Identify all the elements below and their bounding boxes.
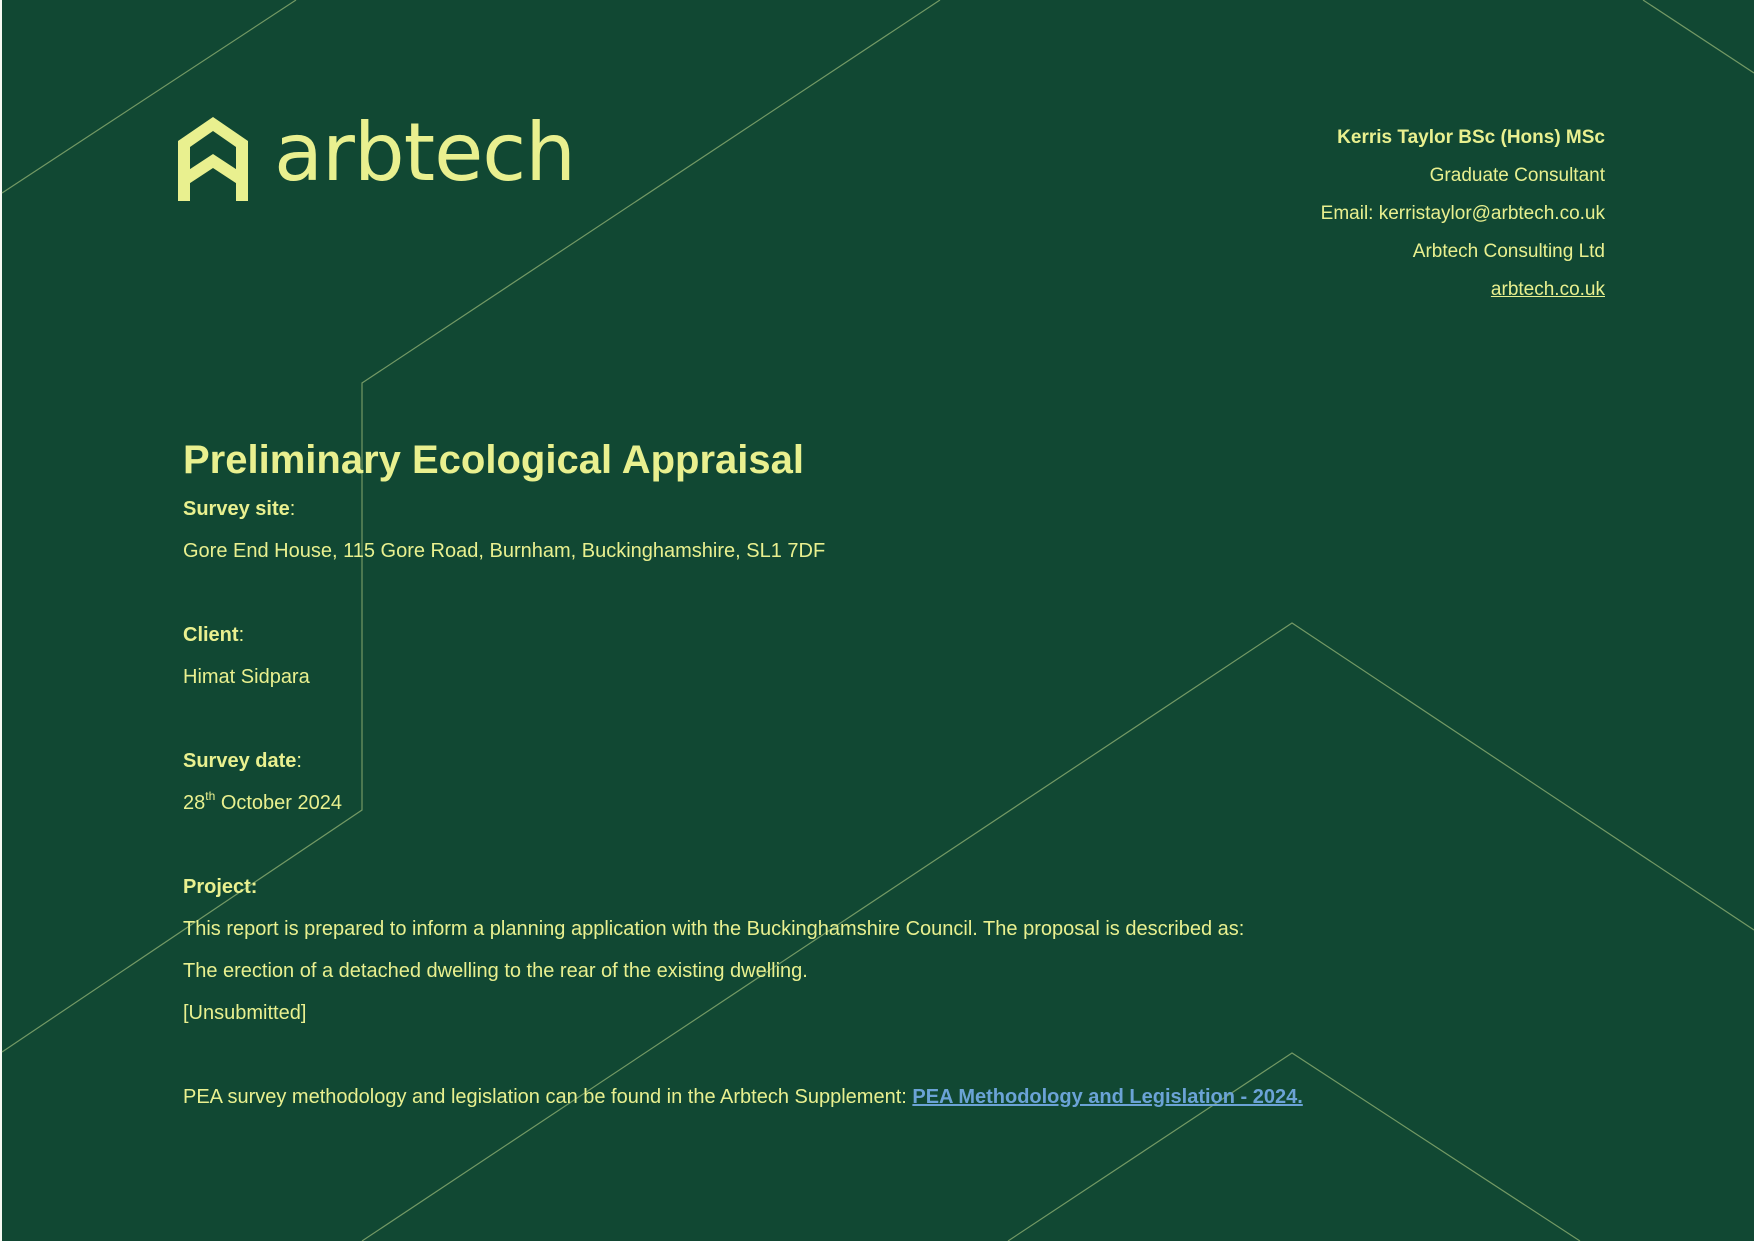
survey-date-colon: : bbox=[296, 750, 302, 772]
consultant-name: Kerris Taylor BSc (Hons) MSc bbox=[1337, 127, 1605, 148]
supplement-link[interactable]: PEA Methodology and Legislation - 2024. bbox=[912, 1086, 1303, 1108]
company-name: Arbtech Consulting Ltd bbox=[1412, 241, 1605, 262]
supplement-note bbox=[183, 1076, 1543, 1118]
company-website-link[interactable]: arbtech.co.uk bbox=[1490, 279, 1605, 300]
survey-site-colon: : bbox=[289, 498, 296, 520]
logo-wordmark: arbtech bbox=[274, 106, 575, 199]
client-label: Client bbox=[183, 624, 239, 646]
project-description: The erection of a detached dwelling to the rear of the existing dwelling. bbox=[183, 960, 808, 982]
supplement-text: PEA survey methodology and legislation can be found in the Arbtech Supplement: bbox=[183, 1086, 913, 1108]
arbtech-logo bbox=[178, 106, 575, 201]
consultant-contact-block bbox=[1321, 119, 1605, 309]
survey-date-value bbox=[183, 782, 1543, 824]
consultant-email[interactable]: Email: kerristaylor@arbtech.co.uk bbox=[1320, 203, 1605, 224]
report-title: Preliminary Ecological Appraisal bbox=[183, 438, 804, 482]
survey-date-ordinal: th bbox=[205, 789, 216, 803]
survey-date-month-year: October 2024 bbox=[215, 792, 343, 814]
client-colon: : bbox=[238, 624, 245, 646]
survey-site-label: Survey site bbox=[183, 498, 290, 520]
project-label: Project: bbox=[183, 876, 258, 898]
survey-site-heading bbox=[183, 488, 1543, 530]
client-value: Himat Sidpara bbox=[183, 666, 310, 688]
survey-site-value: Gore End House, 115 Gore Road, Burnham, Buckinghamshire, SL1 7DF bbox=[183, 540, 826, 562]
project-intro: This report is prepared to inform a planning application with the Buckinghamshire Council. The proposal is described as: bbox=[183, 918, 1245, 940]
client-heading bbox=[183, 614, 1543, 656]
survey-date-heading bbox=[183, 740, 1543, 782]
report-details bbox=[183, 432, 1543, 1118]
project-status: [Unsubmitted] bbox=[183, 1002, 307, 1024]
arbtech-chevron-icon bbox=[178, 117, 248, 201]
consultant-role: Graduate Consultant bbox=[1429, 165, 1605, 186]
survey-date-day: 28 bbox=[183, 792, 206, 814]
survey-date-label: Survey date bbox=[183, 750, 297, 772]
